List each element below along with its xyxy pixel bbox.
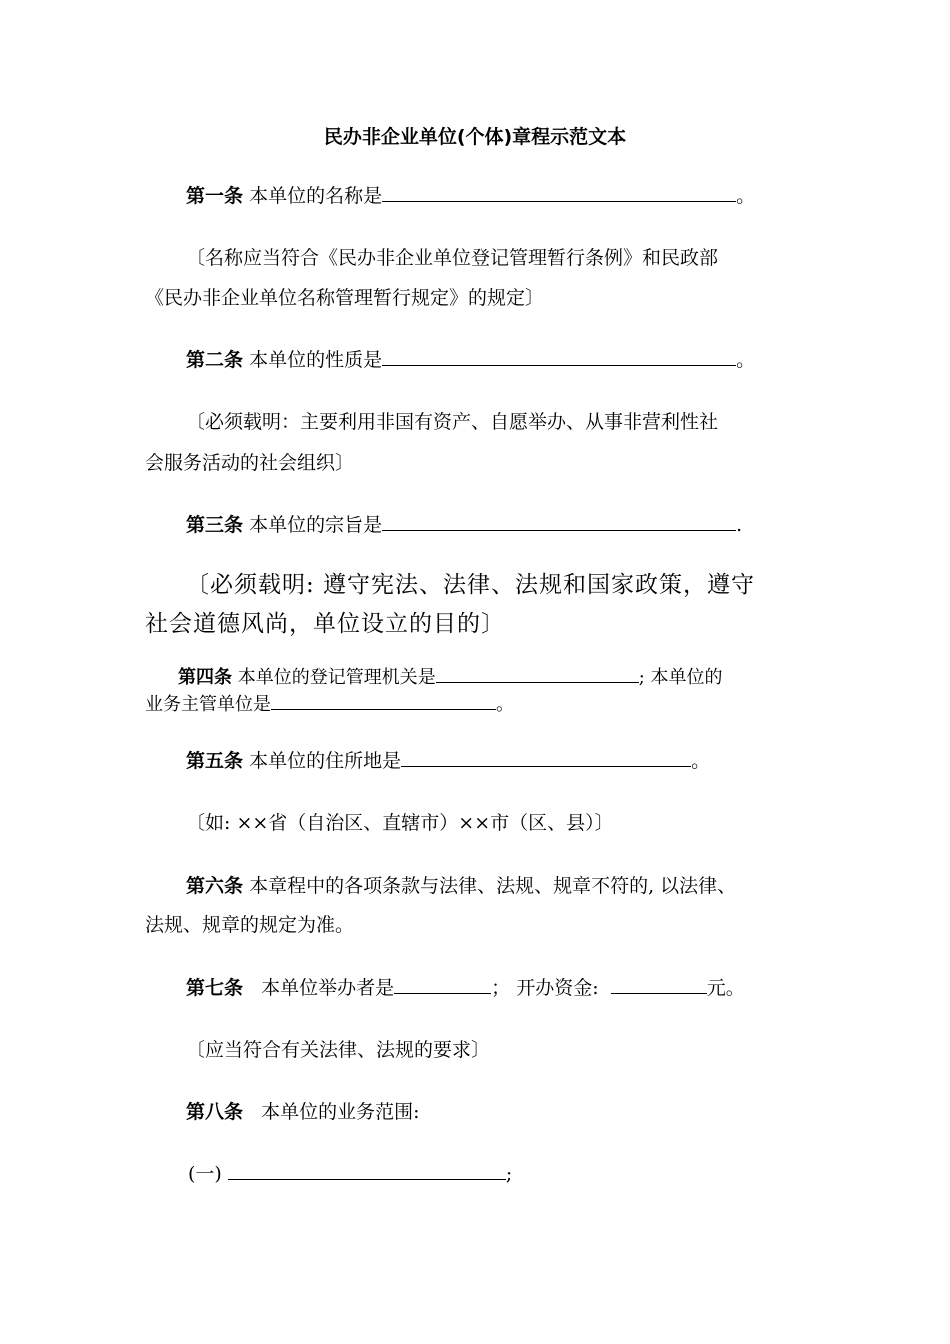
article-6-text: 本章程中的各项条款与法律、法规、规章不符的, 以法律、	[249, 875, 737, 897]
article-2-text: 本单位的性质是	[249, 349, 383, 371]
article-3-label: 第三条	[186, 514, 244, 536]
note-1-line-2: 《民办非企业单位名称管理暂行规定》的规定〕	[145, 287, 545, 309]
article-2	[186, 347, 755, 373]
article-7-blank-1[interactable]	[394, 975, 491, 994]
article-2-end: 。	[736, 349, 756, 371]
business-scope-item-1	[188, 1161, 512, 1187]
article-4-blank-1[interactable]	[436, 664, 639, 683]
article-7-end: 元。	[706, 977, 745, 999]
article-4-text: 本单位的登记管理机关是	[237, 667, 436, 688]
article-5-text: 本单位的住所地是	[249, 750, 402, 772]
article-4-line-1	[178, 664, 723, 691]
article-5-blank[interactable]	[401, 748, 691, 767]
note-1-line-1: 〔名称应当符合《民办非企业单位登记管理暂行条例》和民政部	[186, 247, 719, 269]
article-7-label: 第七条	[186, 977, 244, 999]
article-8-text: 本单位的业务范围:	[261, 1101, 420, 1123]
note-7: 〔应当符合有关法律、法规的要求〕	[186, 1039, 491, 1061]
article-4-blank-2[interactable]	[271, 691, 496, 710]
article-3	[186, 512, 742, 538]
article-8	[186, 1099, 420, 1125]
article-5-label: 第五条	[186, 750, 244, 772]
article-2-label: 第二条	[186, 349, 244, 371]
article-5	[186, 748, 710, 774]
article-7-blank-2[interactable]	[611, 975, 707, 994]
article-3-blank[interactable]	[382, 512, 736, 531]
article-1-label: 第一条	[186, 185, 244, 207]
article-3-end: .	[736, 514, 743, 536]
article-4-end: 。	[496, 694, 514, 715]
note-2-line-2: 会服务活动的社会组织〕	[145, 452, 355, 474]
article-6-label: 第六条	[186, 875, 244, 897]
article-3-text: 本单位的宗旨是	[249, 514, 383, 536]
item-1-label: (一)	[188, 1163, 222, 1185]
article-7	[186, 975, 745, 1001]
article-6-line-2: 法规、规章的规定为准。	[145, 914, 355, 936]
article-7-text: 本单位举办者是	[261, 977, 395, 999]
item-1-end: ;	[505, 1163, 513, 1185]
article-1-text: 本单位的名称是	[249, 185, 383, 207]
article-4-line-2-text: 业务主管单位是	[145, 694, 271, 715]
note-3-line-2: 社会道德风尚，单位设立的目的〕	[145, 611, 505, 637]
article-5-end: 。	[691, 750, 711, 772]
article-6-line-1	[186, 873, 736, 899]
article-8-label: 第八条	[186, 1101, 244, 1123]
article-2-blank[interactable]	[382, 347, 736, 366]
page-title: 民办非企业单位(个体)章程示范文本	[323, 126, 627, 148]
article-1-blank[interactable]	[382, 183, 736, 202]
note-3-line-1: 〔必须载明: 遵守宪法、法律、法规和国家政策，遵守	[186, 572, 756, 598]
article-1-end: 。	[736, 185, 756, 207]
note-5: 〔如: ××省（自治区、直辖市）××市（区、县）〕	[186, 812, 614, 834]
article-1	[186, 183, 755, 209]
note-2-line-1: 〔必须载明：主要利用非国有资产、自愿举办、从事非营利性社	[186, 411, 719, 433]
article-4-mid: ; 本单位的	[638, 667, 723, 688]
article-7-mid: ； 开办资金:	[491, 977, 599, 999]
article-4-line-2	[145, 691, 514, 718]
article-4-label: 第四条	[178, 667, 232, 688]
item-1-blank[interactable]	[228, 1161, 506, 1180]
